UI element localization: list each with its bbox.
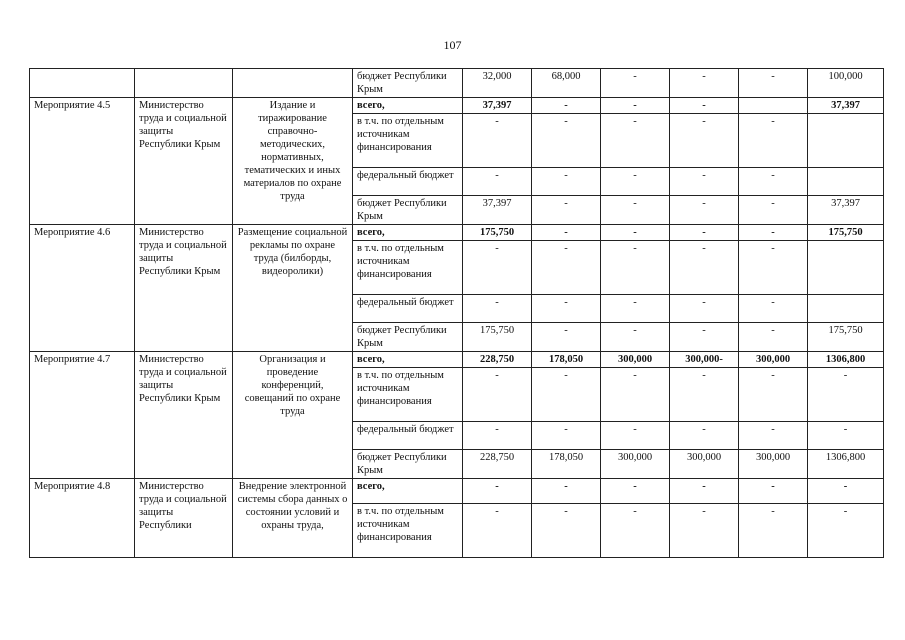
- value-cell: -: [532, 98, 601, 114]
- value-cell: 228,750: [463, 352, 532, 368]
- value-cell: -: [463, 368, 532, 422]
- value-cell: -: [601, 422, 670, 450]
- value-cell: [808, 295, 884, 323]
- value-cell: -: [739, 114, 808, 168]
- value-cell: -: [532, 168, 601, 196]
- value-cell: -: [532, 114, 601, 168]
- description-cell: Организация и проведение конференций, совещаний по охране труда: [233, 352, 353, 479]
- source-cell: федеральный бюджет: [353, 295, 463, 323]
- source-cell: в т.ч. по отдельным источникам финансирования: [353, 504, 463, 558]
- value-cell: 37,397: [808, 196, 884, 225]
- value-cell: -: [739, 368, 808, 422]
- event-id-cell: Мероприятие 4.7: [30, 352, 135, 479]
- value-cell: 300,000: [601, 450, 670, 479]
- value-cell: 178,050: [532, 450, 601, 479]
- description-cell: [233, 69, 353, 98]
- value-cell: -: [601, 295, 670, 323]
- value-cell: -: [739, 323, 808, 352]
- value-cell: -: [670, 368, 739, 422]
- value-cell: -: [601, 241, 670, 295]
- value-cell: -: [670, 168, 739, 196]
- value-cell: [808, 114, 884, 168]
- executor-cell: [135, 69, 233, 98]
- value-cell: -: [739, 479, 808, 504]
- value-cell: 178,050: [532, 352, 601, 368]
- value-cell: -: [739, 225, 808, 241]
- source-cell: всего,: [353, 98, 463, 114]
- source-cell: в т.ч. по отдельным источникам финансирования: [353, 114, 463, 168]
- executor-cell: Министерство труда и социальной защиты Республики Крым: [135, 98, 233, 225]
- source-cell: федеральный бюджет: [353, 422, 463, 450]
- value-cell: -: [670, 323, 739, 352]
- source-cell: бюджет Республики Крым: [353, 196, 463, 225]
- value-cell: -: [532, 422, 601, 450]
- value-cell: 300,000: [739, 450, 808, 479]
- value-cell: -: [532, 323, 601, 352]
- value-cell: 37,397: [463, 98, 532, 114]
- source-cell: в т.ч. по отдельным источникам финансирования: [353, 241, 463, 295]
- value-cell: 1306,800: [808, 352, 884, 368]
- value-cell: -: [808, 368, 884, 422]
- value-cell: -: [670, 196, 739, 225]
- value-cell: -: [463, 479, 532, 504]
- value-cell: -: [463, 241, 532, 295]
- value-cell: 175,750: [463, 323, 532, 352]
- value-cell: -: [601, 368, 670, 422]
- value-cell: 300,000: [739, 352, 808, 368]
- value-cell: -: [601, 98, 670, 114]
- table-row: [30, 352, 884, 368]
- value-cell: -: [463, 422, 532, 450]
- page-number: 107: [443, 38, 462, 52]
- value-cell: -: [601, 479, 670, 504]
- source-cell: всего,: [353, 479, 463, 504]
- event-id-cell: Мероприятие 4.6: [30, 225, 135, 352]
- value-cell: -: [670, 98, 739, 114]
- value-cell: -: [739, 422, 808, 450]
- source-cell: бюджет Республики Крым: [353, 69, 463, 98]
- executor-cell: Министерство труда и социальной защиты Республики Крым: [135, 352, 233, 479]
- source-cell: всего,: [353, 352, 463, 368]
- value-cell: -: [670, 69, 739, 98]
- event-id-cell: Мероприятие 4.8: [30, 479, 135, 558]
- executor-cell: Министерство труда и социальной защиты Республики: [135, 479, 233, 558]
- table-row: [30, 69, 884, 98]
- value-cell: -: [670, 422, 739, 450]
- value-cell: [739, 98, 808, 114]
- value-cell: -: [601, 168, 670, 196]
- executor-cell: Министерство труда и социальной защиты Республики Крым: [135, 225, 233, 352]
- value-cell: -: [532, 225, 601, 241]
- value-cell: 300,000: [601, 352, 670, 368]
- value-cell: 68,000: [532, 69, 601, 98]
- source-cell: в т.ч. по отдельным источникам финансирования: [353, 368, 463, 422]
- value-cell: -: [601, 196, 670, 225]
- value-cell: -: [670, 225, 739, 241]
- description-cell: Издание и тиражирование справочно-методических, нормативных, тематических и иных материалов по охране труда: [233, 98, 353, 225]
- value-cell: -: [670, 295, 739, 323]
- value-cell: -: [670, 241, 739, 295]
- value-cell: -: [670, 114, 739, 168]
- value-cell: [808, 241, 884, 295]
- value-cell: -: [739, 295, 808, 323]
- value-cell: 100,000: [808, 69, 884, 98]
- value-cell: 37,397: [808, 98, 884, 114]
- value-cell: 300,000: [670, 450, 739, 479]
- value-cell: -: [808, 479, 884, 504]
- value-cell: -: [670, 504, 739, 558]
- event-id-cell: [30, 69, 135, 98]
- value-cell: -: [601, 114, 670, 168]
- source-cell: бюджет Республики Крым: [353, 323, 463, 352]
- source-cell: федеральный бюджет: [353, 168, 463, 196]
- value-cell: -: [670, 479, 739, 504]
- description-cell: Размещение социальной рекламы по охране труда (билборды, видеоролики): [233, 225, 353, 352]
- value-cell: -: [532, 295, 601, 323]
- event-id-cell: Мероприятие 4.5: [30, 98, 135, 225]
- value-cell: -: [463, 168, 532, 196]
- value-cell: -: [601, 504, 670, 558]
- source-cell: бюджет Республики Крым: [353, 450, 463, 479]
- value-cell: -: [532, 368, 601, 422]
- value-cell: -: [532, 479, 601, 504]
- value-cell: -: [601, 225, 670, 241]
- value-cell: 32,000: [463, 69, 532, 98]
- description-cell: Внедрение электронной системы сбора данных о состоянии условий и охраны труда,: [233, 479, 353, 558]
- budget-table: [29, 68, 884, 558]
- value-cell: 228,750: [463, 450, 532, 479]
- value-cell: -: [739, 241, 808, 295]
- value-cell: -: [463, 504, 532, 558]
- value-cell: 37,397: [463, 196, 532, 225]
- table-row: [30, 479, 884, 504]
- value-cell: -: [463, 295, 532, 323]
- value-cell: -: [463, 114, 532, 168]
- table-row: [30, 98, 884, 114]
- value-cell: -: [739, 168, 808, 196]
- table-row: [30, 225, 884, 241]
- source-cell: всего,: [353, 225, 463, 241]
- value-cell: 175,750: [808, 323, 884, 352]
- value-cell: -: [739, 69, 808, 98]
- value-cell: -: [601, 323, 670, 352]
- value-cell: 300,000-: [670, 352, 739, 368]
- value-cell: -: [601, 69, 670, 98]
- value-cell: -: [808, 422, 884, 450]
- value-cell: 175,750: [463, 225, 532, 241]
- value-cell: 1306,800: [808, 450, 884, 479]
- value-cell: -: [532, 196, 601, 225]
- table-body: [30, 69, 884, 558]
- value-cell: -: [532, 504, 601, 558]
- value-cell: -: [739, 196, 808, 225]
- value-cell: 175,750: [808, 225, 884, 241]
- value-cell: [808, 168, 884, 196]
- value-cell: -: [808, 504, 884, 558]
- value-cell: -: [532, 241, 601, 295]
- value-cell: -: [739, 504, 808, 558]
